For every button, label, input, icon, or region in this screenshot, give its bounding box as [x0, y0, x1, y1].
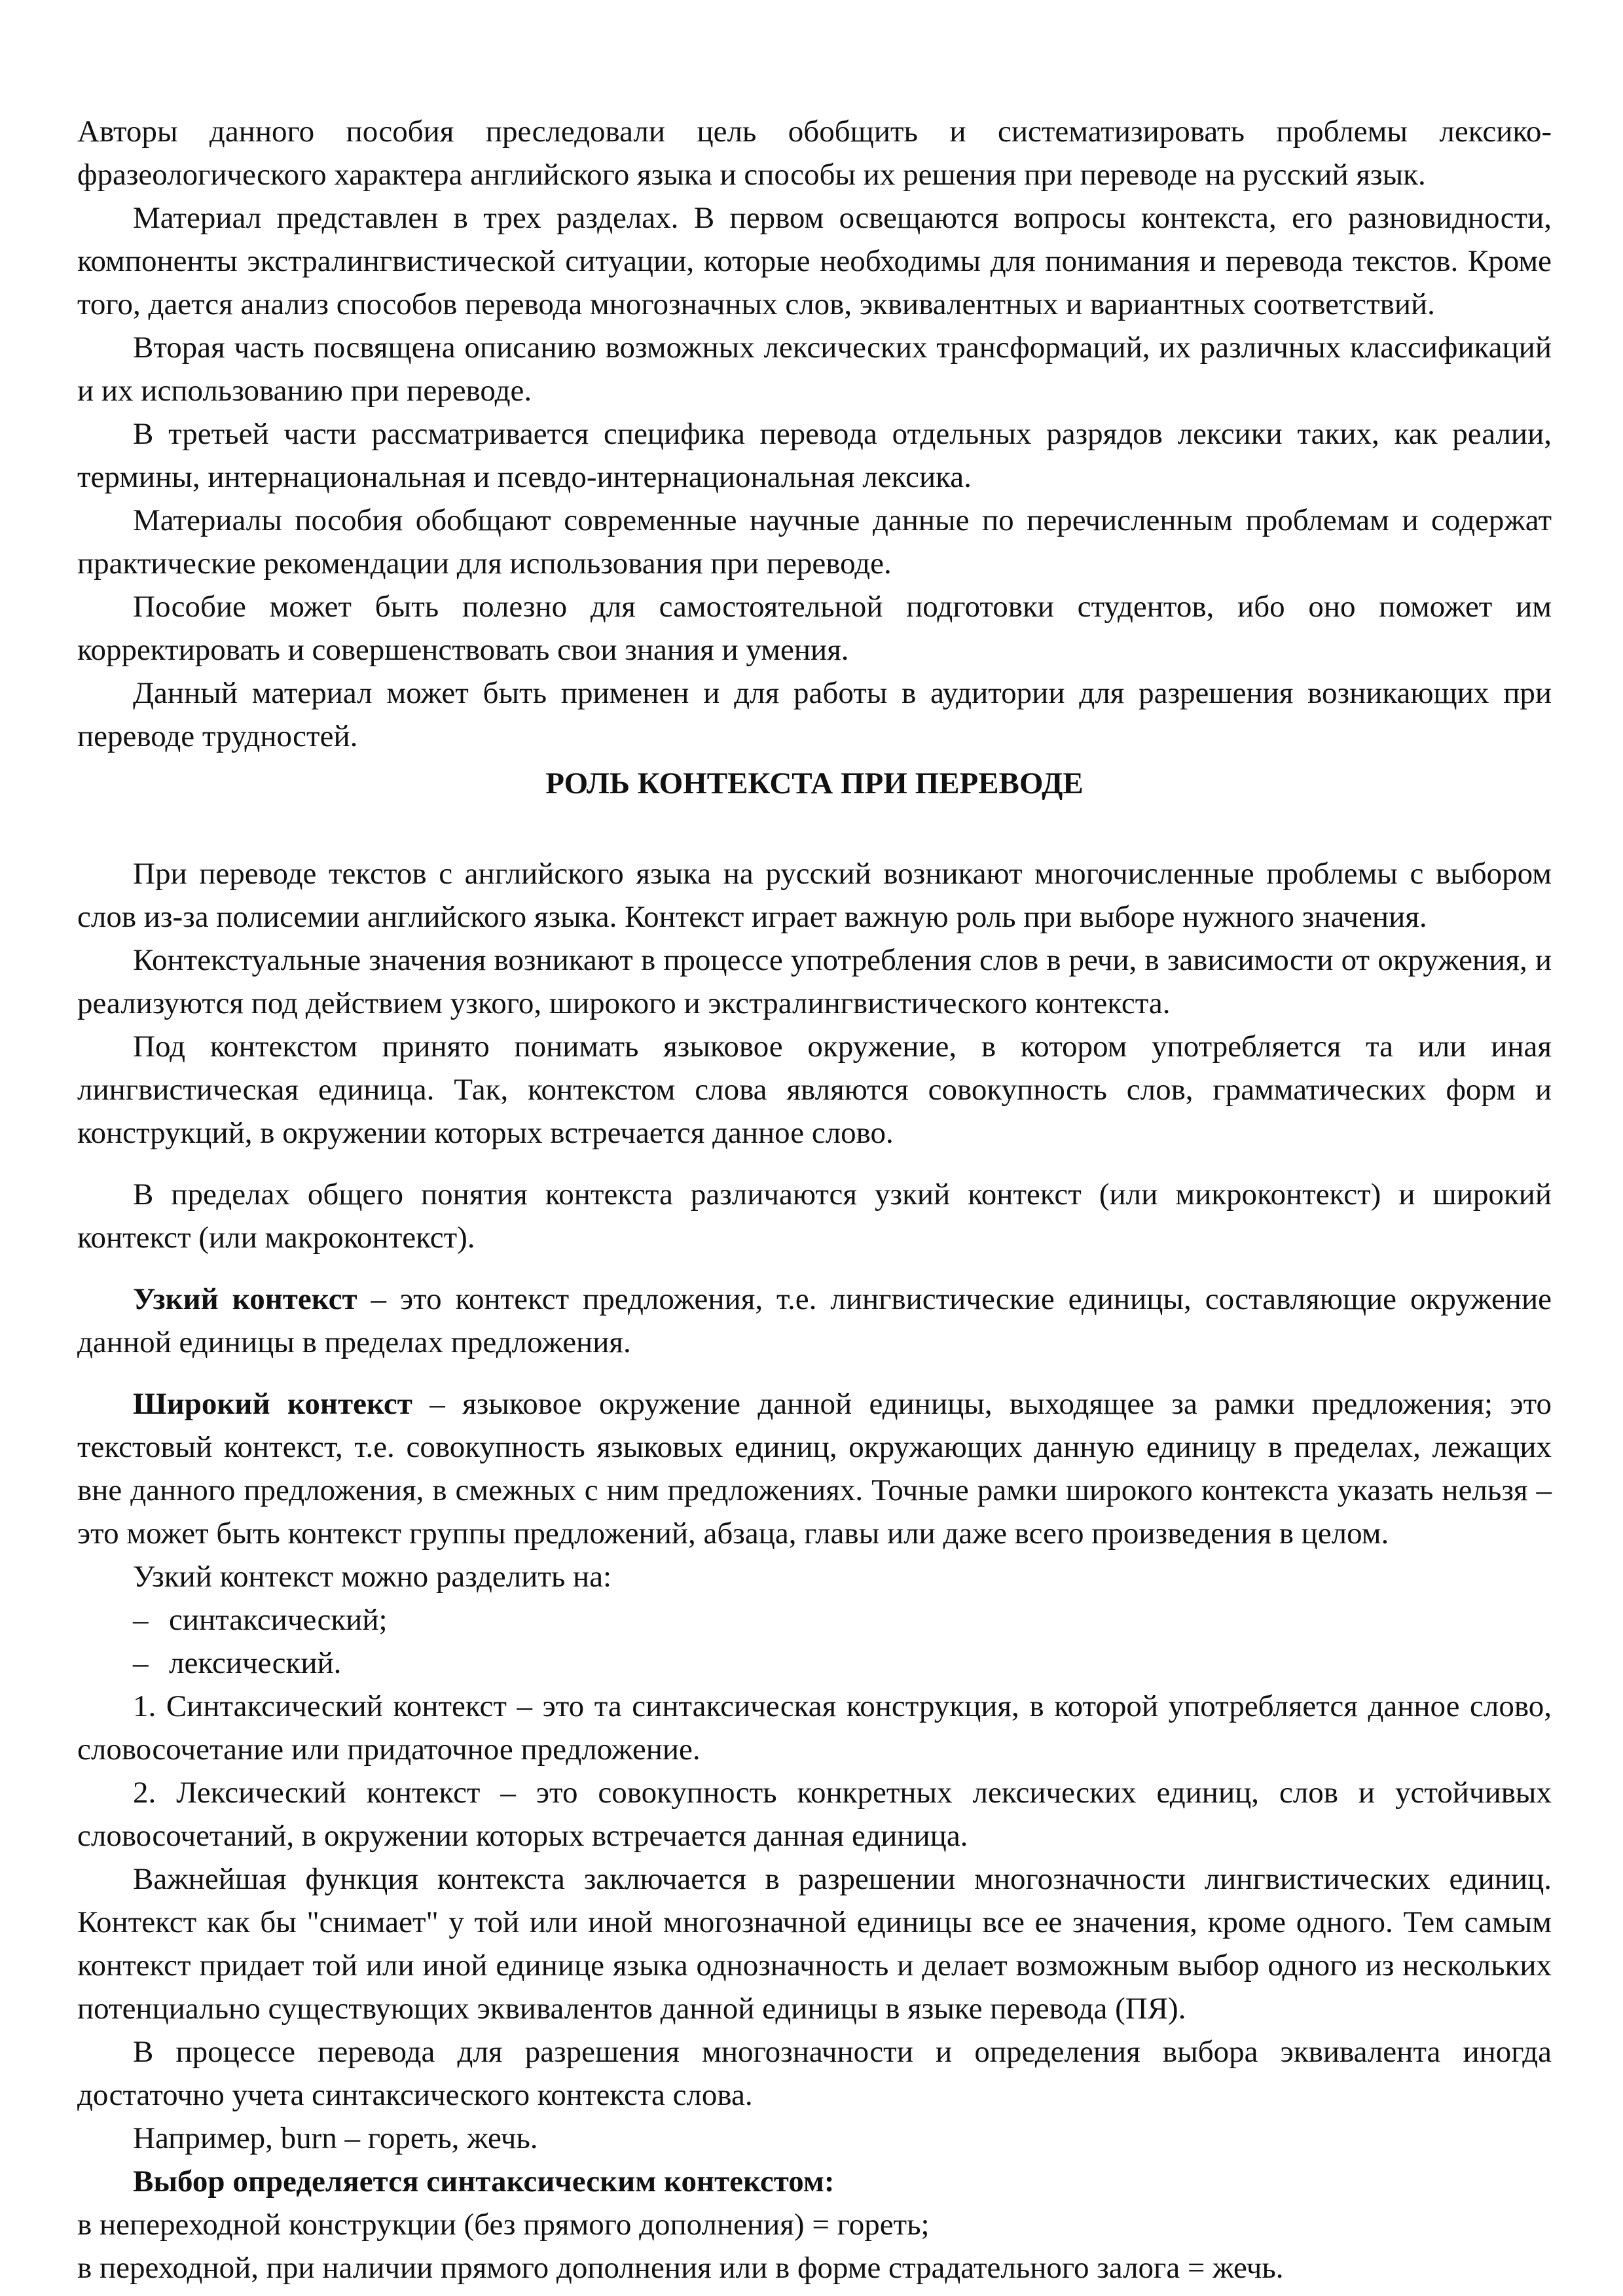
section-paragraph-context-types: В пределах общего понятия контекста различаются узкий контекст (или микроконтекст) и широкий контекст (или макроконтекст). — [77, 1177, 1552, 1255]
section-paragraph-syntactic: В процессе перевода для разрешения многозначности и определения выбора эквивалента иногда достаточно учета синтаксического контекста слова. — [77, 2035, 1552, 2112]
intransitive-line: в непереходной конструкции (без прямого дополнения) = гореть; — [77, 2208, 930, 2242]
intro-paragraph-students: Пособие может быть полезно для самостоятельной подготовки студентов, ибо оно поможет им корректировать и совершенствовать свои знания и умения. — [77, 590, 1552, 667]
syntactic-context-item: 1. Синтаксический контекст – это та синтаксическая конструкция, в которой употребляется данное слово, словосочетание или придаточное предложение. — [77, 1689, 1552, 1767]
choice-heading — [77, 2160, 1552, 2203]
section-paragraph-polysemy: При переводе текстов с английского языка на русский возникают многочисленные проблемы с выбором слов из-за полисемии английского языка. Контекст играет важную роль при выборе нужного значения. — [77, 857, 1552, 934]
wide-context-text: – языковое окружение данной единицы, выходящее за рамки предложения; это текстовый контекст, т.е. совокупность языковых единиц, окружающих данную единицу в пределах, лежащих вне данного предложения, в смежных с ним предложениях. Точные рамки широкого контекста указать нельзя – это может быть контекст группы предложений, абзаца, главы или даже всего произведения в целом. — [77, 1387, 1552, 1551]
section-paragraph-function: Важнейшая функция контекста заключается в разрешении многозначности лингвистических единиц. Контекст как бы "снимает" у той или иной многозначной единицы все ее значения, кроме одного. Тем самым контекст придает той или иной единице языка однозначность и делает возможным выбор одного из нескольких потенциально существующих эквивалентов данной единицы в языке перевода (ПЯ). — [77, 1862, 1552, 2026]
intro-paragraph-authors: Авторы данного пособия преследовали цель обобщить и систематизировать проблемы лексико-фразеологического характера английского языка и способы их решения при переводе на русский язык. — [77, 115, 1552, 192]
example-line: Например, burn – гореть, жечь. — [133, 2121, 538, 2155]
lexical-context-item: 2. Лексический контекст – это совокупность конкретных лексических единиц, слов и устойчивых словосочетаний, в окружении которых встречается данная единица. — [77, 1776, 1552, 1853]
section-title: РОЛЬ КОНТЕКСТА ПРИ ПЕРЕВОДЕ — [545, 766, 1084, 800]
choice-heading-text: Выбор определяется синтаксическим контекстом: — [133, 2164, 835, 2198]
list-item-text: синтаксический; — [169, 1603, 388, 1637]
intro-paragraph-classroom: Данный материал может быть применен и для работы в аудитории для разрешения возникающих при переводе трудностей. — [77, 676, 1552, 753]
intro-paragraph-summary: Материалы пособия обобщают современные научные данные по перечисленным проблемам и содержат практические рекомендации для использования при переводе. — [77, 503, 1552, 581]
intro-paragraph-part-three: В третьей части рассматривается специфика перевода отдельных разрядов лексики таких, как реалии, термины, интернациональная и псевдо-интернациональная лексика. — [77, 417, 1552, 494]
narrow-context-division: Узкий контекст можно разделить на: — [133, 1560, 612, 1594]
narrow-context-text: – это контекст предложения, т.е. лингвистические единицы, составляющие окружение данной единицы в пределах предложения. — [77, 1282, 1552, 1359]
intro-paragraph-material: Материал представлен в трех разделах. В первом освещаются вопросы контекста, его разновидности, компоненты экстралингвистической ситуации, которые необходимы для понимания и перевода текстов. Кроме того, дается анализ способов перевода многозначных слов, эквивалентных и вариантных соответствий. — [77, 201, 1552, 321]
wide-context-term: Широкий контекст — [133, 1387, 412, 1421]
dash-marker: – — [133, 1646, 149, 1680]
intro-paragraph-part-two: Вторая часть посвящена описанию возможных лексических трансформаций, их различных классификаций и их использованию при переводе. — [77, 331, 1552, 408]
narrow-context-term: Узкий контекст — [133, 1282, 357, 1316]
narrow-context-definition — [77, 1278, 1552, 1364]
list-item — [77, 1598, 1552, 1641]
section-paragraph-contextual-meanings: Контекстуальные значения возникают в процессе употребления слов в речи, в зависимости от окружения, и реализуются под действием узкого, широкого и экстралингвистического контекста. — [77, 943, 1552, 1020]
list-item-text: лексический. — [169, 1646, 342, 1680]
section-paragraph-context-definition: Под контекстом принято понимать языковое окружение, в котором употребляется та или иная лингвистическая единица. Так, контекстом слова являются совокупность слов, грамматических форм и конструкций, в окружении которых встречается данное слово. — [77, 1030, 1552, 1150]
list-item — [77, 1641, 1552, 1685]
transitive-line: в переходной, при наличии прямого дополнения или в форме страдательного залога = жечь. — [77, 2251, 1284, 2285]
wide-context-definition — [77, 1382, 1552, 1555]
document-page — [77, 110, 1552, 2289]
dash-marker: – — [133, 1603, 149, 1637]
